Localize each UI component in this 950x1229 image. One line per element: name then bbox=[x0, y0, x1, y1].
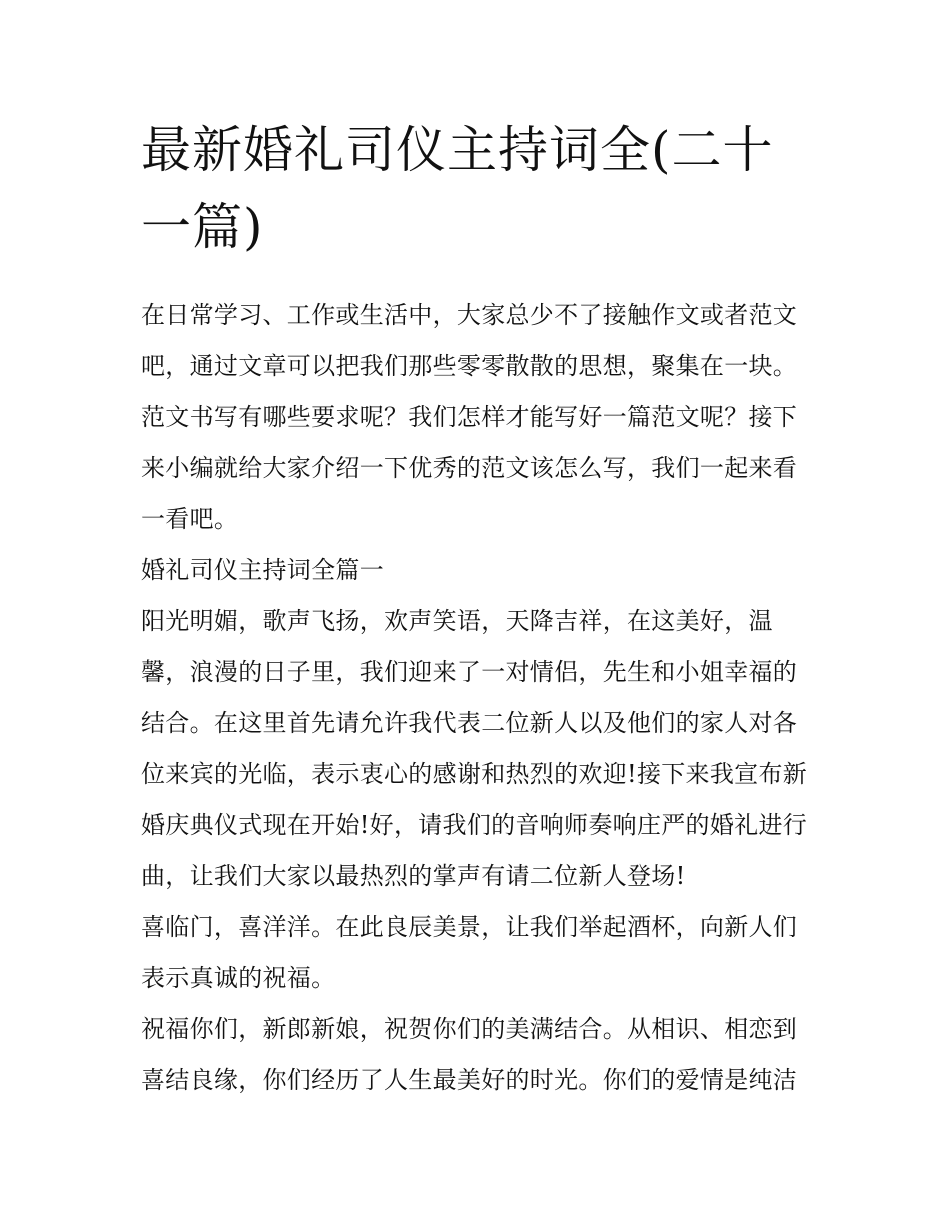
body-paragraph: 祝福你们，新郎新娘，祝贺你们的美满结合。从相识、相恋到喜结良缘，你们经历了人生最美好的时光。你们的爱情是纯洁 bbox=[141, 1015, 798, 1094]
document-title: 最新婚礼司仪主持词全(二十一篇) bbox=[141, 121, 774, 256]
intro-paragraph: 在日常学习、工作或生活中，大家总少不了接触作文或者范文吧，通过文章可以把我们那些零零散散的思想，聚集在一块。范文书写有哪些要求呢？我们怎样才能写好一篇范文呢？接下来小编就给大家介绍一下优秀的范文该怎么写，我们一起来看一看吧。 bbox=[141, 301, 798, 533]
document-page bbox=[141, 112, 813, 1106]
body-paragraph: 阳光明媚，歌声飞扬，欢声笑语，天降吉祥，在这美好，温馨，浪漫的日子里，我们迎来了一对情侣，先生和小姐幸福的结合。在这里首先请允许我代表二位新人以及他们的家人对各位来宾的光临，表示衷心的感谢和热烈的欢迎!接下来我宣布新婚庆典仪式现在开始!好，请我们的音响师奏响庄严的婚礼进行曲，让我们大家以最热烈的掌声有请二位新人登场! bbox=[141, 607, 808, 890]
body-paragraph: 喜临门，喜洋洋。在此良辰美景，让我们举起酒杯，向新人们表示真诚的祝福。 bbox=[141, 913, 798, 992]
section-heading: 婚礼司仪主持词全篇一 bbox=[141, 556, 384, 584]
